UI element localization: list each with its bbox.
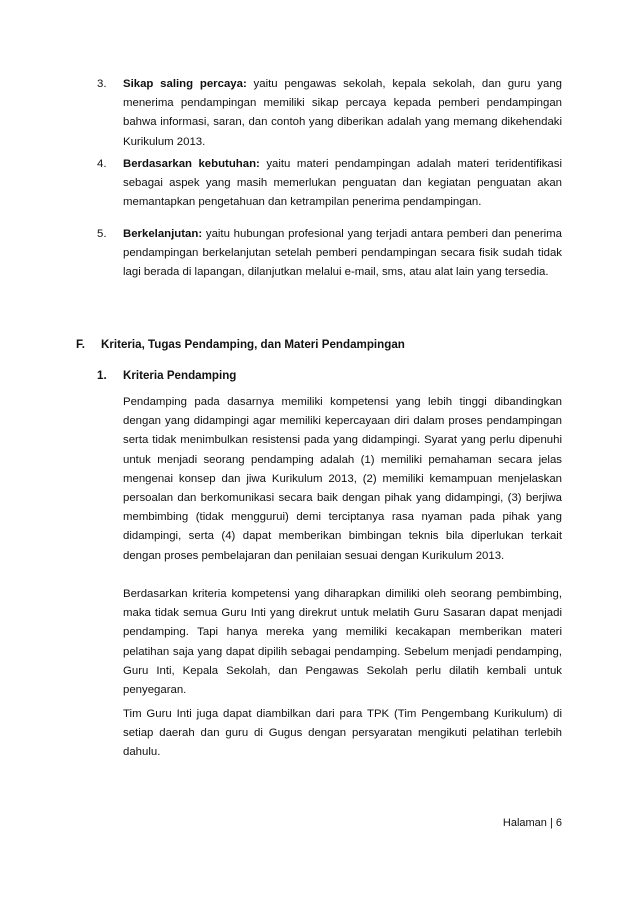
list-number: 4.	[97, 158, 107, 170]
paragraph-selection: Berdasarkan kriteria kompetensi yang diharapkan dimiliki oleh seorang pembimbing, maka tidak semua Guru Inti yang direkrut untuk melatih Guru Sasaran dapat menjadi pendamping. Tapi hanya mereka yang memiliki kecakapan memberikan materi pelatihan saja yang dapat dipilih sebagai pendamping. Sebelum menjadi pendamping, Guru Inti, Kepala Sekolah, dan Pengawas Sekolah perlu dilatih kembali untuk penyegaran.	[123, 588, 562, 697]
list-term: Sikap saling percaya:	[123, 78, 247, 90]
list-term: Berdasarkan kebutuhan:	[123, 158, 260, 170]
page-footer: Halaman | 6	[502, 817, 562, 829]
list-text: yaitu hubungan profesional yang terjadi antara pemberi dan penerima pendampingan berkelanjutan setelah pemberi pendampingan secara fisik sudah tidak lagi berada di lapangan, dilanjutkan melalui e-mail, sms, atau alat lain yang tersedia.	[123, 228, 562, 279]
paragraph-criteria: Pendamping pada dasarnya memiliki kompetensi yang lebih tinggi dibandingkan dengan yang didampingi agar memiliki kepercayaan diri dalam proses pendampingan serta tidak menimbulkan resistensi pada yang didampingi. Syarat yang perlu dipenuhi untuk menjadi seorang pendamping adalah (1) memiliki pemahaman secara jelas mengenai konsep dan jiwa Kurikulum 2013, (2) memiliki kemampuan menjelaskan persoalan dan berkomunikasi secara baik dengan pihak yang didampingi, (3) berjiwa membimbing (tidak menggurui) demi terciptanya rasa nyaman pada pihak yang didampingi, serta (4) dapat memberikan bimbingan teknis bila diperlukan terkait dengan proses pembelajaran dan penilaian sesuai dengan Kurikulum 2013.	[123, 396, 562, 562]
paragraph-tpk: Tim Guru Inti juga dapat diambilkan dari para TPK (Tim Pengembang Kurikulum) di setiap daerah dan guru di Gugus dengan persyaratan mengikuti pelatihan terlebih dahulu.	[123, 708, 562, 759]
list-item-4	[97, 155, 562, 213]
list-term: Berkelanjutan:	[123, 228, 203, 240]
list-number: 3.	[97, 78, 107, 90]
list-text: yaitu materi pendampingan adalah materi teridentifikasi sebagai aspek yang masih memerlukan penguatan dan kegiatan penguatan akan memantapkan pengetahuan dan ketrampilan penerima pendampingan.	[123, 158, 562, 209]
subsection-title: Kriteria Pendamping	[123, 369, 237, 382]
section-title: Kriteria, Tugas Pendamping, dan Materi Pendampingan	[101, 338, 405, 351]
list-text: yaitu pengawas sekolah, kepala sekolah, dan guru yang menerima pendampingan memiliki sikap percaya kepada pemberi pendampingan bahwa informasi, saran, dan contoh yang diberikan adalah yang memang dikehendaki Kurikulum 2013.	[123, 78, 562, 148]
list-number: 5.	[97, 228, 107, 240]
section-letter: F.	[76, 338, 86, 351]
list-item-3	[97, 75, 562, 152]
list-item-5	[97, 225, 562, 283]
subsection-number: 1.	[97, 369, 107, 382]
